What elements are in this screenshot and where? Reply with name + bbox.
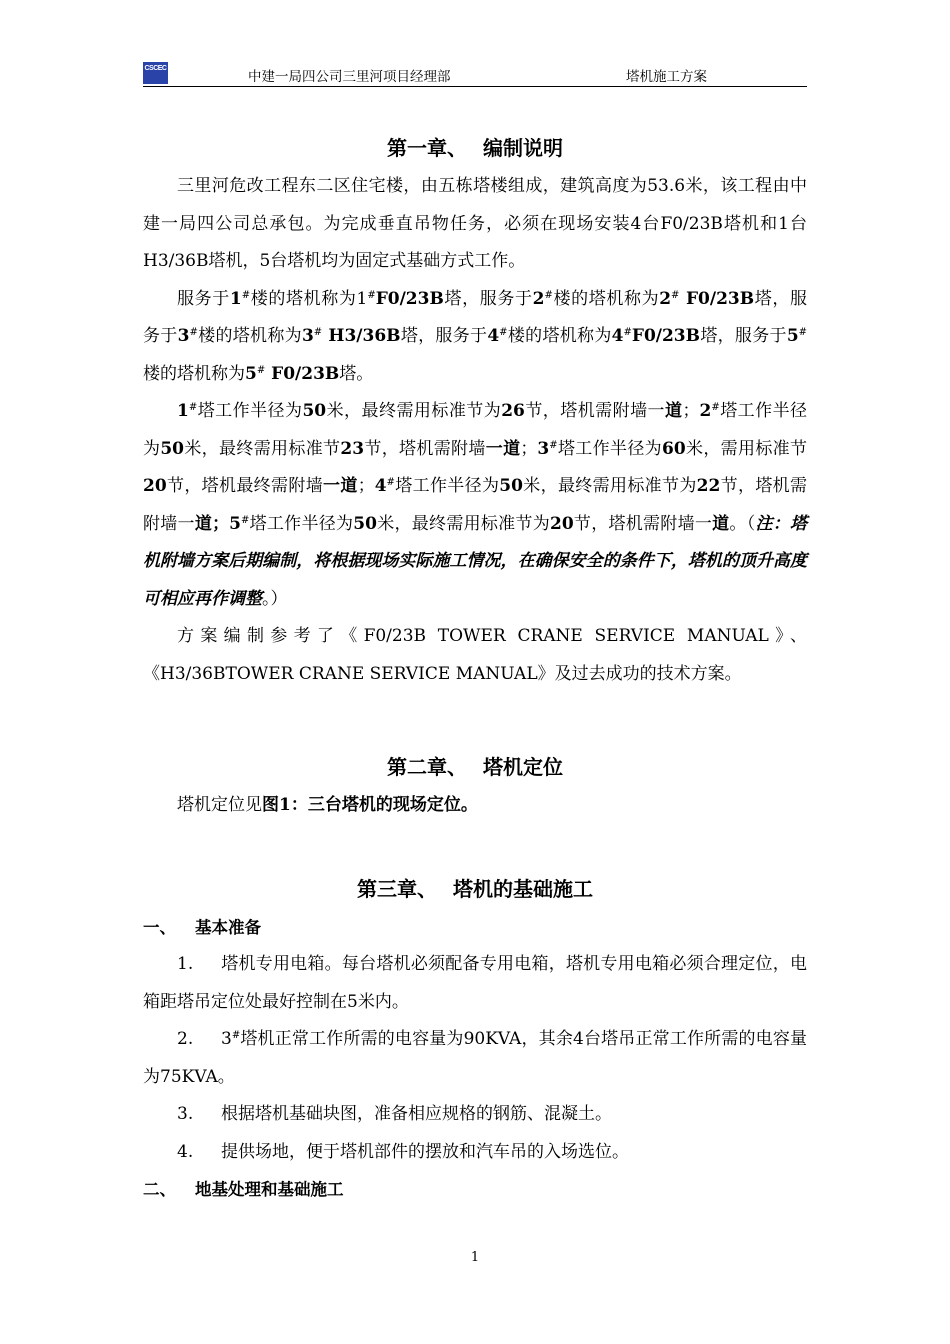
section-heading: 二、 地基处理和基础施工 — [143, 1180, 344, 1199]
paragraph: 1#塔工作半径为50米，最终需用标准节为26节，塔机需附墙一道；2#塔工作半径为50米，最终需用标准节23节，塔机需附墙一道；3#塔工作半径为60米，需用标准节20节，塔机最终需附墙一道；4#塔工作半径为50米，最终需用标准节为22节，塔机需附墙一道；5#塔工作半径为50米，最终需用标准节为20节，塔机需附墙一道。（注：塔机附墙方案后期编制，将根据现场实际施工情况，在确保安全的条件下，塔机的顶升高度可相应再作调整。） — [143, 401, 808, 609]
paragraph: 方案编制参考了《F0/23B TOWER CRANE SERVICE MANUAL》、《H3/36BTOWER CRANE SERVICE MANUAL》及过去成功的技术方案。 — [143, 626, 807, 684]
list-item: 3. 根据塔机基础块图，准备相应规格的钢筋、混凝土。 — [177, 1104, 612, 1124]
section-heading: 一、 基本准备 — [143, 917, 261, 937]
list-item: 4. 提供场地，便于塔机部件的摆放和汽车吊的入场选位。 — [177, 1141, 629, 1162]
header-company: 中建一局四公司三里河项目经理部 — [248, 69, 451, 85]
chapter-number: 第三章、 — [357, 876, 437, 901]
chapter-3-heading — [143, 869, 807, 909]
paragraph: 三里河危改工程东二区住宅楼，由五栋塔楼组成，建筑高度为53.6米，该工程由中建一局四公司总承包。为完成垂直吊物任务，必须在现场安装4台F0/23B塔机和1台H3/36B塔机，5台塔机均为固定式基础方式工作。 — [143, 176, 807, 271]
logo-text: CSCEC — [144, 65, 167, 72]
figure-reference: 图1：三台塔机的现场定位。 — [262, 795, 478, 815]
chapter-title: 塔机的基础施工 — [453, 876, 593, 901]
paragraph: 塔机定位见图1：三台塔机的现场定位。 — [177, 795, 478, 815]
page-number: 1 — [470, 1250, 480, 1265]
chapter-1-heading — [143, 128, 807, 168]
header-doc-title: 塔机施工方案 — [626, 69, 707, 85]
chapter-2-heading — [143, 747, 807, 787]
chapter-number: 第二章、 — [387, 755, 467, 779]
chapter-title: 塔机定位 — [483, 755, 563, 779]
document-body — [143, 128, 807, 1209]
page-header — [143, 60, 807, 87]
chapter-title: 编制说明 — [483, 136, 563, 160]
paragraph: 服务于1#楼的塔机称为1#F0/23B塔，服务于2#楼的塔机称为2# F0/23B塔，服务于3#楼的塔机称为3# H3/36B塔，服务于4#楼的塔机称为4#F0/23B塔，服务于5#楼的塔机称为5# F0/23B塔。 — [143, 288, 808, 384]
company-logo — [143, 62, 168, 84]
chapter-number: 第一章、 — [387, 136, 467, 160]
note-text: 注：塔机附墙方案后期编制，将根据现场实际施工情况，在确保安全的条件下，塔机的顶升高度可相应再作调整 — [143, 513, 808, 609]
list-item: 2. 3#塔机正常工作所需的电容量为90KVA，其余4台塔吊正常工作所需的电容量为75KVA。 — [143, 1029, 807, 1087]
list-item: 1. 塔机专用电箱。每台塔机必须配备专用电箱，塔机专用电箱必须合理定位，电箱距塔吊定位处最好控制在5米内。 — [143, 954, 807, 1012]
